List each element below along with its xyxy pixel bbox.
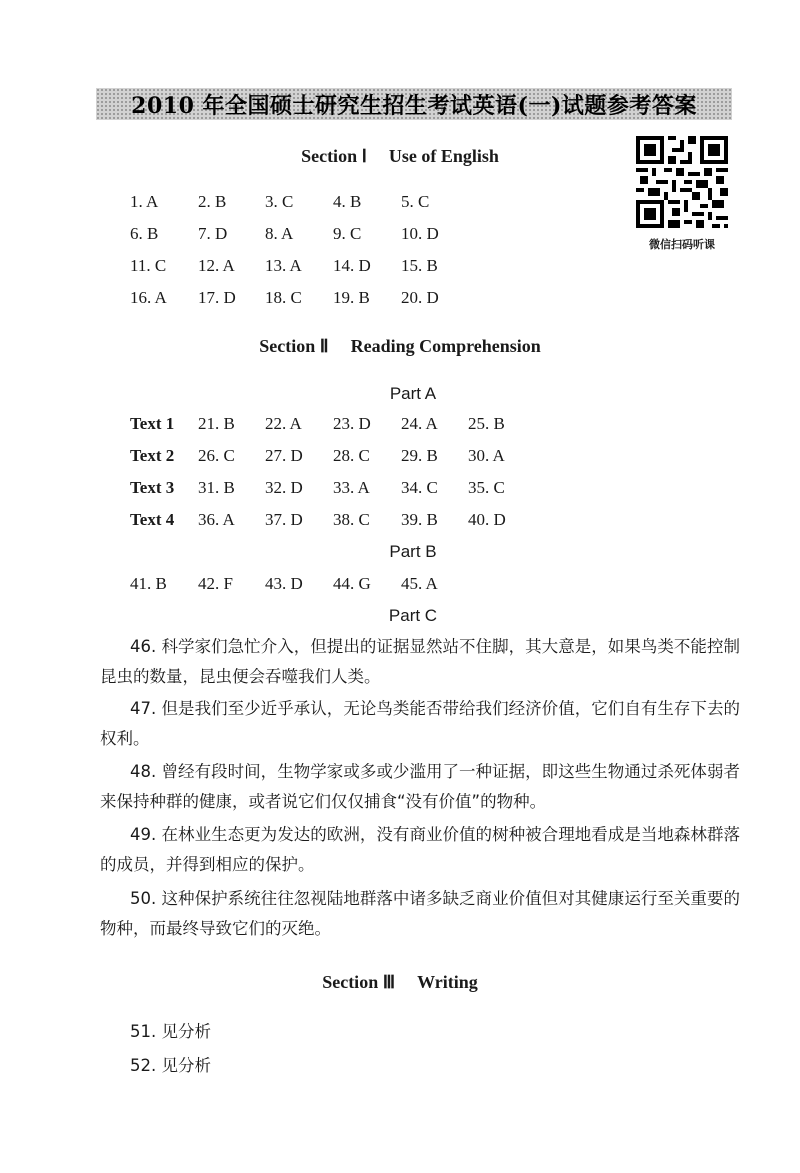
answer: 7. D — [198, 224, 228, 243]
answer: 33. A — [333, 478, 370, 497]
answer: 36. A — [198, 510, 235, 529]
answer: 25. B — [468, 414, 505, 433]
writing-item-51: 51. 见分析 — [130, 1022, 211, 1041]
part-c-label: Part C — [388, 606, 438, 625]
answer: 21. B — [198, 414, 235, 433]
answer: 27. D — [265, 446, 303, 465]
answer: 26. C — [198, 446, 235, 465]
answer: 37. D — [265, 510, 303, 529]
text-label: Text 3 — [130, 478, 175, 497]
answer: 1. A — [130, 192, 159, 211]
answer: 31. B — [198, 478, 235, 497]
answer: 44. G — [333, 574, 371, 593]
section-1-heading: Section Ⅰ Use of English — [301, 146, 499, 166]
answer: 9. C — [333, 224, 362, 243]
answer: 32. D — [265, 478, 303, 497]
page-title-banner — [96, 88, 732, 120]
translation-46: 46. 科学家们急忙介入，但提出的证据显然站不住脚，其大意是，如果鸟类不能控制昆虫的数量，昆虫便会吞噬我们人类。 — [100, 637, 740, 686]
answer: 8. A — [265, 224, 294, 243]
answer: 28. C — [333, 446, 370, 465]
answer: 41. B — [130, 574, 167, 593]
answer: 30. A — [468, 446, 505, 465]
section-2-heading: Section Ⅱ Reading Comprehension — [259, 336, 541, 356]
qr-code-icon[interactable] — [636, 136, 728, 228]
qr-caption: 微信扫码听课 — [649, 238, 715, 251]
answer: 5. C — [401, 192, 430, 211]
answer: 24. A — [401, 414, 438, 433]
text-label: Text 2 — [130, 446, 175, 465]
answer: 10. D — [401, 224, 439, 243]
part-b-label: Part B — [389, 542, 437, 561]
page-title: 2010 年全国硕士研究生招生考试英语(一)试题参考答案 — [131, 92, 697, 119]
answer: 34. C — [401, 478, 438, 497]
answer: 11. C — [130, 256, 167, 275]
answer: 29. B — [401, 446, 438, 465]
answer: 2. B — [198, 192, 227, 211]
answer: 22. A — [265, 414, 302, 433]
answer: 40. D — [468, 510, 506, 529]
answer: 23. D — [333, 414, 371, 433]
answer: 17. D — [198, 288, 236, 307]
answer: 3. C — [265, 192, 294, 211]
answer: 4. B — [333, 192, 362, 211]
answer: 38. C — [333, 510, 370, 529]
text-label: Text 1 — [130, 414, 175, 433]
translation-50: 50. 这种保护系统往往忽视陆地群落中诸多缺乏商业价值但对其健康运行至关重要的物种，而最终导致它们的灭绝。 — [100, 889, 740, 938]
answer: 6. B — [130, 224, 159, 243]
answer: 20. D — [401, 288, 439, 307]
section-3-heading: Section Ⅲ Writing — [322, 972, 478, 992]
part-a-label: Part A — [389, 384, 437, 403]
answer: 18. C — [265, 288, 302, 307]
answer: 15. B — [401, 256, 438, 275]
translation-47: 47. 但是我们至少近乎承认，无论鸟类能否带给我们经济价值，它们自有生存下去的权利。 — [100, 699, 740, 748]
answer: 12. A — [198, 256, 235, 275]
translation-48: 48. 曾经有段时间，生物学家或多或少滥用了一种证据，即这些生物通过杀死体弱者来保持种群的健康，或者说它们仅仅捕食“没有价值”的物种。 — [100, 762, 740, 811]
answer: 13. A — [265, 256, 302, 275]
answer: 42. F — [198, 574, 233, 593]
text-label: Text 4 — [130, 510, 175, 529]
answer: 14. D — [333, 256, 371, 275]
answer: 43. D — [265, 574, 303, 593]
answer: 39. B — [401, 510, 438, 529]
answer: 16. A — [130, 288, 167, 307]
answer: 45. A — [401, 574, 438, 593]
translation-49: 49. 在林业生态更为发达的欧洲，没有商业价值的树种被合理地看成是当地森林群落的成员，并得到相应的保护。 — [100, 825, 740, 874]
answer: 35. C — [468, 478, 505, 497]
answer: 19. B — [333, 288, 370, 307]
writing-item-52: 52. 见分析 — [130, 1056, 211, 1075]
